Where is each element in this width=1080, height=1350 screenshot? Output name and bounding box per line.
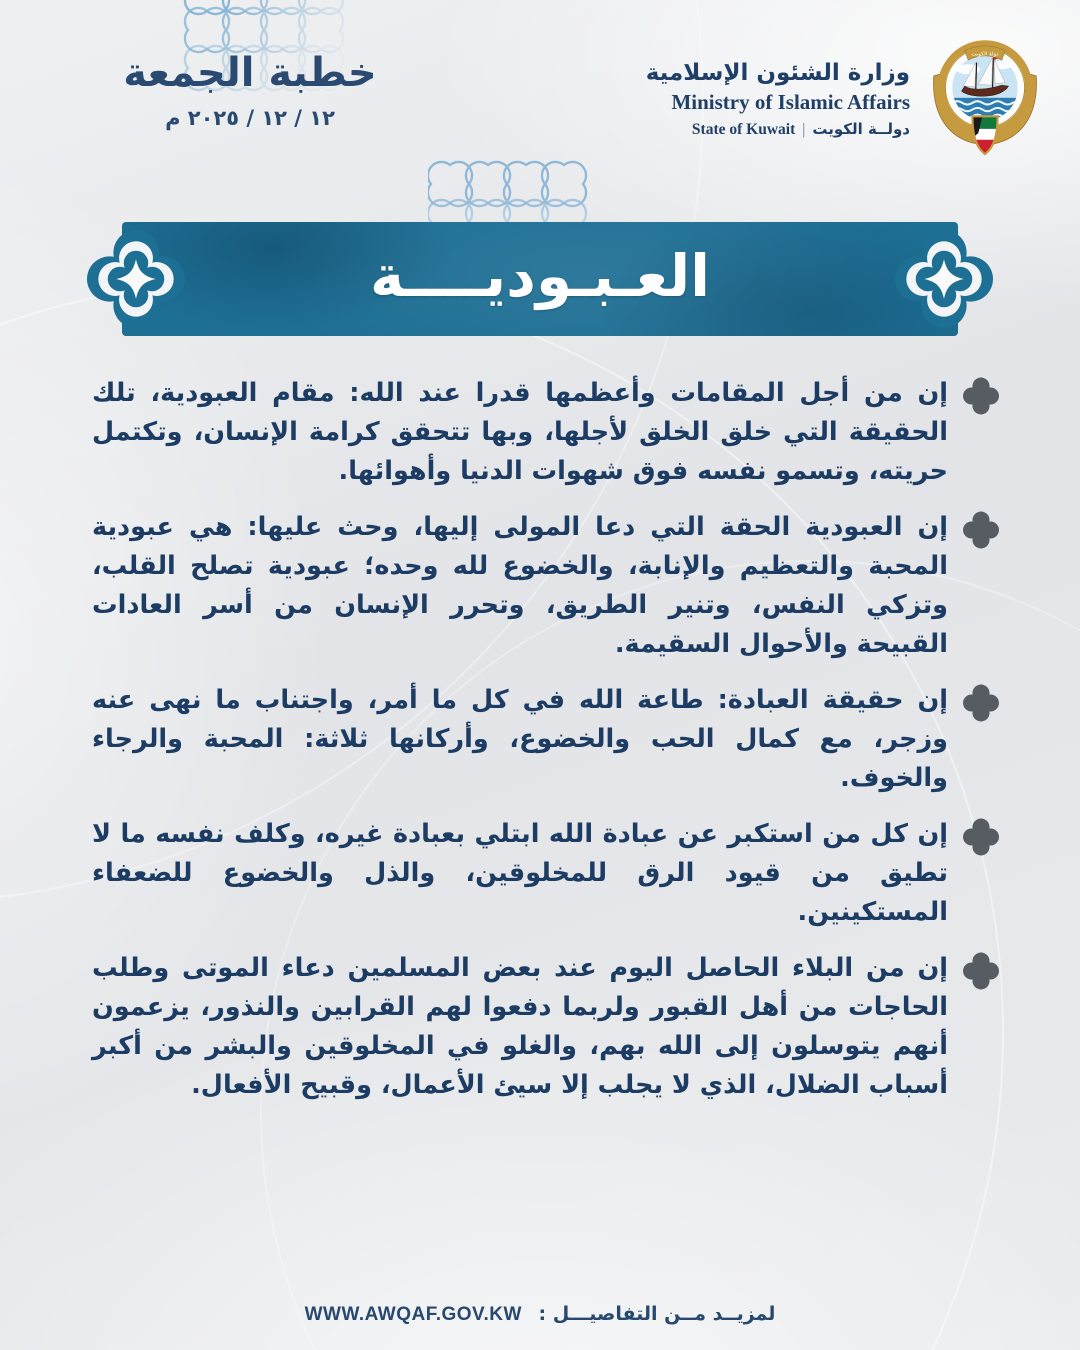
state-name-arabic: دولــة الكويت	[812, 119, 910, 138]
website-url: WWW.AWQAF.GOV.KW	[304, 1304, 522, 1325]
quatrefoil-bullet-icon	[963, 683, 999, 723]
quatrefoil-bullet-icon	[963, 951, 999, 991]
ministry-name-arabic: وزارة الشئون الإسلامية	[645, 59, 910, 86]
sermon-point	[92, 949, 1002, 1105]
sermon-date: ١٢ / ١٢ / ٢٠٢٥ م	[165, 106, 335, 130]
sermon-point-text: إن العبودية الحقة التي دعا المولى إليها، وحث عليها: هي عبودية المحبة والتعظيم والإنابة، والخضوع لله وحده؛ عبودية تصلح القلب، وتزكي النفس، وتنير الطريق، وتحرر الإنسان من أسر العادات القبيحة والأحوال السقيمة.	[92, 512, 948, 659]
banner-ornament-right-icon	[895, 230, 993, 328]
divider: |	[802, 120, 806, 138]
sermon-point	[92, 815, 1002, 932]
sermon-point-text: إن حقيقة العبادة: طاعة الله في كل ما أمر، واجتناب ما نهى عنه وزجر، مع كمال الحب والخضوع، وأركانها ثلاثة: المحبة والرجاء والخوف.	[92, 685, 948, 793]
sermon-point	[92, 681, 1002, 798]
kuwait-emblem-icon	[926, 34, 1044, 165]
title-banner	[122, 222, 958, 336]
state-name-english: State of Kuwait	[691, 120, 796, 138]
sermon-points	[92, 374, 1002, 1105]
state-line	[646, 117, 910, 142]
sermon-point-text: إن كل من استكبر عن عبادة الله ابتلي بعبادة غيره، وكلف نفسه ما لا تطيق من قيود الرق للمخلوقين، والذل والخضوع للضعفاء المستكينين.	[92, 819, 948, 927]
lattice-pattern-above-banner	[428, 160, 588, 224]
page-title: العـبـوديــــة	[369, 242, 711, 310]
ministry-text-block	[646, 58, 910, 142]
sermon-type-title: خطبة الجمعة	[123, 50, 377, 96]
sermon-point	[92, 374, 1002, 491]
footer-label: لمزيــد مــن التفاصيـــل :	[538, 1303, 776, 1325]
sermon-point-text: إن من أجل المقامات وأعظمها قدرا عند الله: مقام العبودية، تلك الحقيقة التي خلق الخلق لأجلها، وبها تتحقق كرامة الإنسان، وتكتمل حريته، وتسمو نفسه فوق شهوات الدنيا وأهوائها.	[92, 378, 948, 486]
quatrefoil-bullet-icon	[963, 510, 999, 550]
emblem-caption: دولة الكويت	[971, 51, 999, 58]
sermon-point	[92, 508, 1002, 664]
footer	[0, 1303, 1080, 1326]
quatrefoil-bullet-icon	[963, 376, 999, 416]
sermon-point-text: إن من البلاء الحاصل اليوم عند بعض المسلمين دعاء الموتى وطلب الحاجات من أهل القبور ولربما دفعوا لهم القرابين والنذور، يزعمون أنهم يتوسلون إلى الله بهم، والغلو في المخلوقين والبشر من أكبر أسباب الضلال، الذي لا يجلب إلا سيئ الأعمال، وقبيح الأفعال.	[92, 953, 948, 1100]
ministry-header	[646, 34, 1044, 165]
banner-ornament-left-icon	[87, 230, 185, 328]
sermon-header	[116, 50, 384, 130]
ministry-name-english: Ministry of Islamic Affairs	[671, 89, 910, 114]
quatrefoil-bullet-icon	[963, 817, 999, 857]
